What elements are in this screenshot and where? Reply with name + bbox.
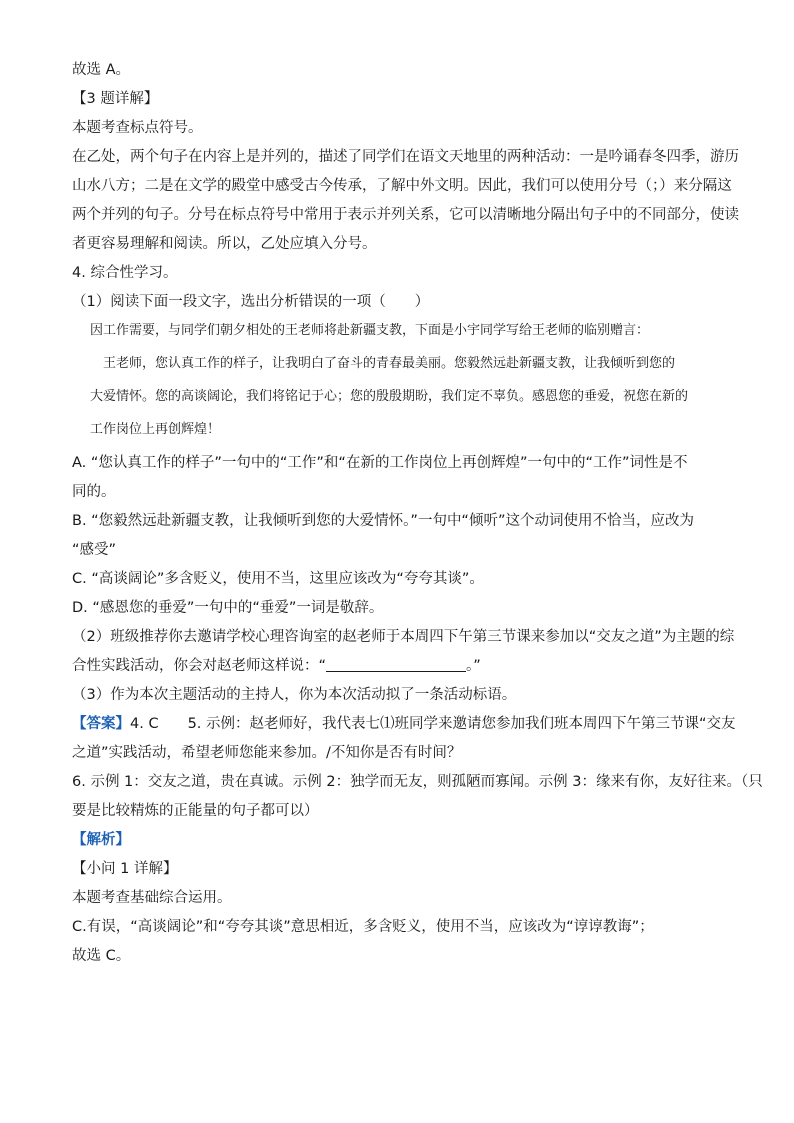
quote-line: 王老师，您认真工作的样子，让我明白了奋斗的青春最美丽。您毅然远赴新疆支教，让我倾听到您的 [103, 356, 676, 371]
section-heading: 【小问 1 详解】 [72, 861, 178, 877]
question-line-blank [72, 656, 732, 676]
option-d: D. “感恩您的垂爱”一句中的“垂爱”一词是敬辞。 [72, 600, 384, 616]
text-line: 本题考查标点符号。 [72, 120, 203, 136]
text-span: 合性实践活动，你会对赵老师这样说：“ [72, 658, 327, 674]
document-page [72, 60, 763, 975]
answer-tag: 【答案】 [72, 716, 130, 732]
text-line: 故选 A。 [72, 62, 131, 78]
text-line: 两个并列的句子。分号在标点符号中常用于表示并列关系，它可以清晰地分隔出句子中的不同部分，使读 [72, 207, 739, 223]
question-line: （2）班级推荐你去邀请学校心理咨询室的赵老师于本周四下午第三节课来参加以“交友之道”为主题的综 [72, 629, 735, 645]
answer-blank [326, 657, 466, 672]
quote-line: 大爱情怀。您的高谈阔论，我们将铭记于心；您的殷殷期盼，我们定不辜负。感恩您的垂爱，祝您在新的 [90, 389, 689, 404]
quote-line: 工作岗位上再创辉煌！ [90, 422, 221, 437]
option-a-cont: 同的。 [72, 484, 116, 500]
question-heading: 4. 综合性学习。 [72, 265, 178, 281]
text-line: 山水八方；二是在文学的殿堂中感受古今传承，了解中外文明。因此，我们可以使用分号（；）来分隔这 [72, 178, 732, 194]
option-b: B. “您毅然远赴新疆支教，让我倾听到您的大爱情怀。”一句中“倾听”这个动词使用不恰当，应改为 [72, 513, 694, 529]
question-line: （3）作为本次主题活动的主持人，你为本次活动拟了一条活动标语。 [72, 687, 517, 703]
text-line: 故选 C。 [72, 948, 131, 964]
answer-line: 之道”实践活动，希望老师您能来参加。/不知你是否有时间？ [72, 745, 462, 761]
text-line: 在乙处，两个句子在内容上是并列的，描述了同学们在语文天地里的两种活动：一是吟诵春冬四季，游历 [72, 149, 739, 165]
text-line: 本题考查基础综合运用。 [72, 890, 232, 906]
quote-line: 因工作需要，与同学们朝夕相处的王老师将赴新疆支教，下面是小宇同学写给王老师的临别赠言： [90, 323, 650, 338]
option-c: C. “高谈阔论”多含贬义，使用不当，这里应该改为“夸夸其谈”。 [72, 571, 484, 587]
answer-line [72, 714, 736, 734]
text-line: 者更容易理解和阅读。所以，乙处应填入分号。 [72, 236, 377, 252]
text-line: C.有误，“高谈阔论”和“夸夸其谈”意思相近，多含贬义，使用不当，应该改为“谆谆教诲”； [72, 919, 654, 935]
section-heading: 【3 题详解】 [72, 91, 159, 107]
answer-line: 6. 示例 1：交友之道，贵在真诚。示例 2：独学而无友，则孤陋而寡闻。示例 3：缘来有你，友好往来。（只 [72, 774, 763, 790]
answer-line: 要是比较精炼的正能量的句子都可以） [72, 803, 319, 819]
text-span: 4. C 5. 示例：赵老师好，我代表七⑴班同学来邀请您参加我们班本周四下午第三节课“交友 [130, 716, 736, 732]
option-a: A. “您认真工作的样子”一句中的“工作”和“在新的工作岗位上再创辉煌”一句中的“工作”词性是不 [72, 455, 688, 471]
analysis-tag: 【解析】 [72, 832, 130, 848]
question-line: （1）阅读下面一段文字，选出分析错误的一项（ ） [72, 294, 430, 310]
text-span: 。” [466, 658, 481, 674]
option-b-cont: “感受” [72, 542, 117, 558]
